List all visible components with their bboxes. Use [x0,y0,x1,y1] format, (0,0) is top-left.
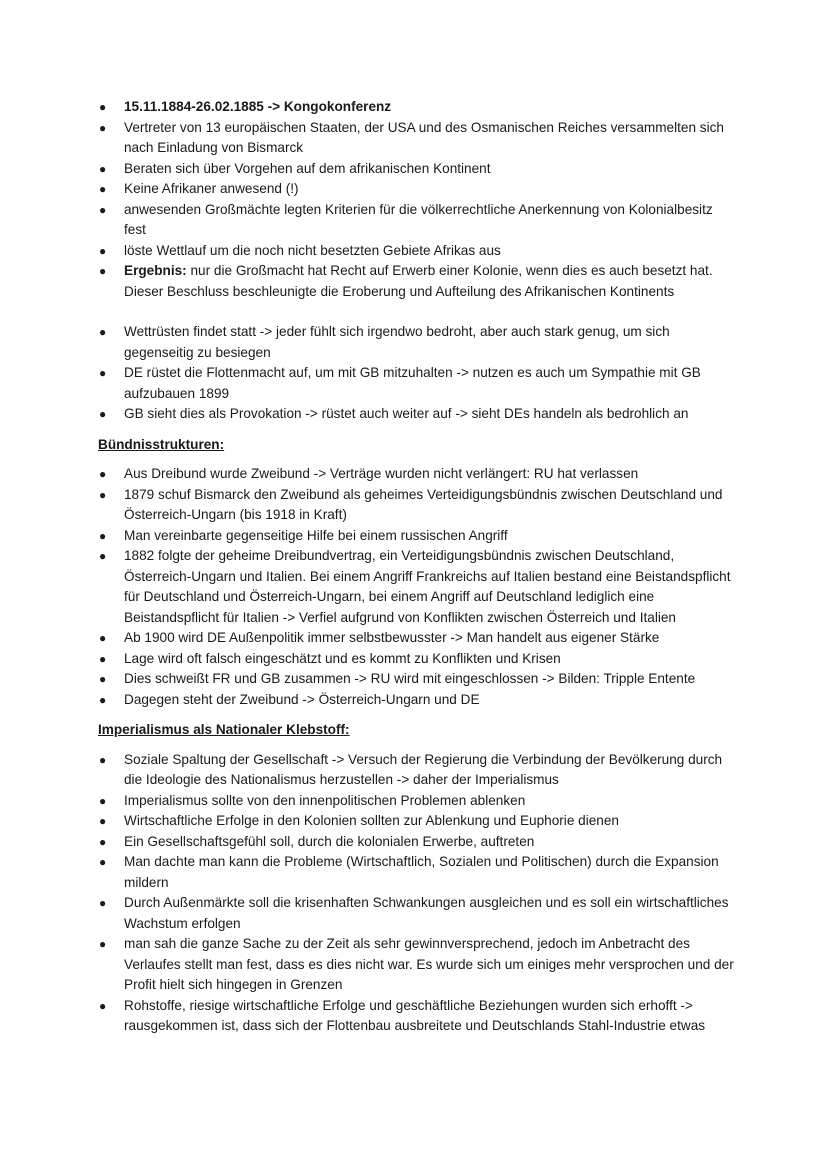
bullet-icon: ● [99,752,107,767]
section-heading-imperialismus: Imperialismus als Nationaler Klebstoff: [98,722,350,737]
item-text: Keine Afrikaner anwesend (!) [124,181,299,196]
list-item [98,893,738,934]
item-text: Wettrüsten findet statt -> jeder fühlt sich irgendwo bedroht, aber auch stark genug, um sich gegenseitig zu besiegen [124,324,670,360]
list-item [98,118,738,159]
bullet-icon: ● [99,793,107,808]
list-item [98,546,738,628]
list-item [98,750,738,791]
bullet-icon: ● [99,651,107,666]
item-text: Soziale Spaltung der Gesellschaft -> Versuch der Regierung die Verbindung der Bevölkerung durch die Ideologie des Nationalismus herzustellen -> daher der Imperialismus [124,751,723,787]
item-text: 1879 schuf Bismarck den Zweibund als geheimes Verteidigungsbündnis zwischen Deutschland und Österreich-Ungarn (bis 1918 in Kraft) [124,486,723,522]
item-bold: Ergebnis: [124,263,187,278]
bullet-icon: ● [99,528,107,543]
list-item [98,200,738,241]
bullet-icon: ● [99,161,107,176]
item-text: Vertreter von 13 europäischen Staaten, der USA und des Osmanischen Reiches versammelten sich nach Einladung von Bismarck [124,119,724,155]
bullet-icon: ● [99,631,107,645]
item-text: anwesenden Großmächte legten Kriterien für die völkerrechtliche Anerkennung von Kolonialbesitz fest [124,201,713,237]
bullet-icon: ● [99,100,107,114]
bullet-icon: ● [99,264,107,278]
list-item [98,363,738,404]
item-text: Durch Außenmärkte soll die krisenhaften Schwankungen ausgleichen und es soll ein wirtschaftliches Wachstum erfolgen [124,895,729,931]
list-item [98,179,738,200]
bullet-icon: ● [99,937,107,951]
item-text: Lage wird oft falsch eingeschätzt und es kommt zu Konflikten und Krisen [124,650,561,666]
list-item [98,404,738,425]
bullet-icon: ● [99,120,107,135]
item-text: Beraten sich über Vorgehen auf dem afrikanischen Kontinent [124,160,491,176]
buendnis-list [98,464,738,710]
kongokonferenz-list [98,97,738,302]
item-text: Rohstoffe, riesige wirtschaftliche Erfolge und geschäftliche Beziehungen wurden sich erhofft -> rausgekommen ist, dass sich der Flottenbau ausbreitete und Deutschlands Stahl-Industrie etwas [124,997,706,1033]
bullet-icon: ● [99,834,107,849]
bullet-icon: ● [99,467,107,481]
imperialismus-list [98,750,738,1037]
item-text: nur die Großmacht hat Recht auf Erwerb einer Kolonie, wenn dies es auch besetzt hat. Dieser Beschluss beschleunigte die Eroberung und Aufteilung des Afrikanischen Kontinents [124,263,713,299]
list-item [98,485,738,526]
item-text: Ab 1900 wird DE Außenpolitik immer selbstbewusster -> Man handelt aus eigener Stärke [124,630,660,645]
spacer [98,302,738,322]
item-text: Man dachte man kann die Probleme (Wirtschaftlich, Sozialen und Politischen) durch die Expansion mildern [124,854,719,890]
item-text: Dies schweißt FR und GB zusammen -> RU wird mit eingeschlossen -> Bilden: Tripple Entente [124,671,696,686]
bullet-icon: ● [99,487,107,502]
item-text: Man vereinbarte gegenseitige Hilfe bei einem russischen Angriff [124,527,508,543]
list-item [98,811,738,832]
bullet-icon: ● [99,814,107,828]
wettruesten-list [98,322,738,425]
bullet-icon: ● [99,366,107,380]
item-bold: 15.11.1884-26.02.1885 -> Kongokonferenz [124,99,392,114]
list-item [98,241,738,262]
list-item [98,791,738,812]
bullet-icon: ● [99,998,107,1013]
list-item [98,649,738,670]
item-text: Ein Gesellschaftsgefühl soll, durch die kolonialen Erwerbe, auftreten [124,833,535,849]
list-item [98,690,738,711]
item-text: GB sieht dies als Provokation -> rüstet auch weiter auf -> sieht DEs handeln als bedrohlich an [124,406,689,421]
bullet-icon: ● [99,855,107,869]
list-item [98,996,738,1037]
item-text: löste Wettlauf um die noch nicht besetzten Gebiete Afrikas aus [124,242,501,258]
item-text: Imperialismus sollte von den innenpolitischen Problemen ablenken [124,792,526,808]
list-item [98,97,738,118]
item-text: Aus Dreibund wurde Zweibund -> Verträge wurden nicht verlängert: RU hat verlassen [124,466,639,481]
bullet-icon: ● [99,692,107,707]
list-item [98,628,738,649]
bullet-icon: ● [99,896,107,910]
list-item [98,934,738,996]
document-content [98,97,738,1037]
bullet-icon: ● [99,407,107,421]
bullet-icon: ● [99,202,107,217]
item-text: DE rüstet die Flottenmacht auf, um mit GB mitzuhalten -> nutzen es auch um Sympathie mit GB aufzubauen 1899 [124,365,701,401]
list-item [98,669,738,690]
bullet-icon: ● [99,672,107,686]
list-item [98,526,738,547]
item-text: Dagegen steht der Zweibund -> Österreich-Ungarn und DE [124,691,480,707]
list-item [98,852,738,893]
list-item [98,159,738,180]
list-item [98,261,738,302]
bullet-icon: ● [99,243,107,258]
section-heading-buendnisstrukturen: Bündnisstrukturen: [98,436,225,452]
bullet-icon: ● [99,549,107,563]
item-text: 1882 folgte der geheime Dreibundvertrag, ein Verteidigungsbündnis zwischen Deutschland, Österreich-Ungarn und Italien. Bei einem Angriff Frankreichs auf Italien bestand eine Beistandspflicht für Deutschland und Österreich-Ungarn, bei einem Angriff auf Deutschland lediglich eine Beistandspflicht für Italien -> Verfiel aufgrund von Konflikten zwischen Österreich und Italien [124,548,731,625]
item-text: Wirtschaftliche Erfolge in den Kolonien sollten zur Ablenkung und Euphorie dienen [124,813,619,828]
item-text: man sah die ganze Sache zu der Zeit als sehr gewinnversprechend, jedoch im Anbetracht des Verlaufes stellt man fest, dass es dies nicht war. Es wurde sich um einiges mehr versprochen und der Profit hielt sich hingegen in Grenzen [124,936,734,992]
list-item [98,832,738,853]
list-item [98,464,738,485]
bullet-icon: ● [99,325,107,339]
bullet-icon: ● [99,182,107,196]
list-item [98,322,738,363]
